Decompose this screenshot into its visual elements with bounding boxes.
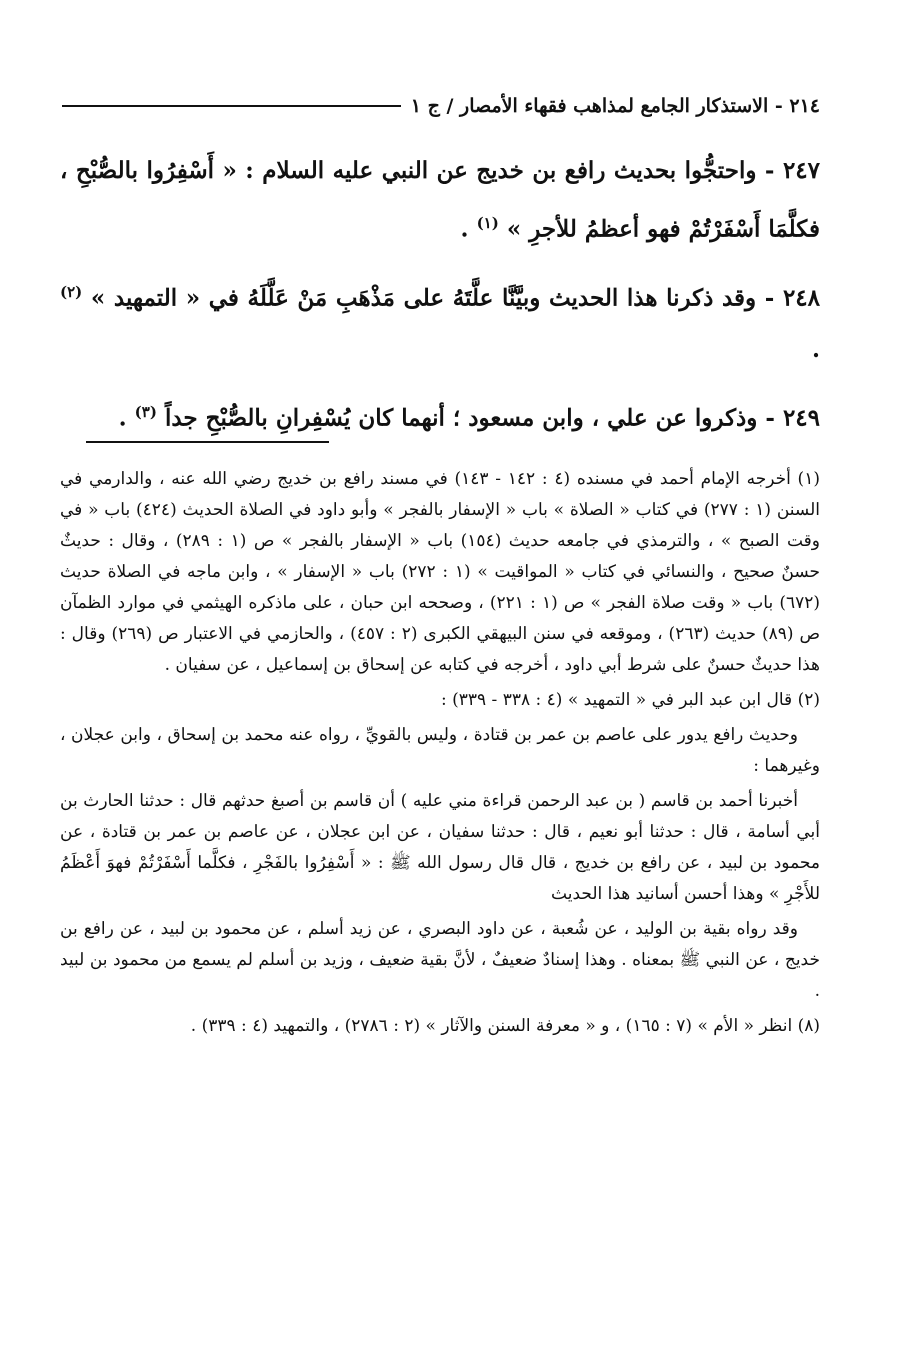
paragraph-end: . bbox=[118, 404, 135, 432]
footnote-ref: (٣) bbox=[134, 403, 157, 422]
footnote-ref: (١) bbox=[476, 214, 499, 232]
paragraph-end: . bbox=[811, 336, 820, 364]
footnote-2-body-2: أخبرنا أحمد بن قاسم ( بن عبد الرحمن قراءة مني عليه ) أن قاسم بن أصبغ حدثهم قال : حدثنا الحارث بن أبي أسامة ، قال : حدثنا أبو نعيم ، قال : حدثنا سفيان ، عن ابن عجلان ، عن عاصم بن عمر بن قتادة ، عن محمود بن لبيد ، عن رافع بن خديج ، قال قال رسول الله ﷺ : « أَسْفِرُوا بالفَجْرِ ، فكلَّما أَسْفَرْتُمْ فهوَ أَعْظَمُ للأَجْرِ » وهذا أحسن أسانيد هذا الحديث bbox=[60, 791, 820, 904]
paragraph-247 bbox=[60, 145, 820, 256]
footnote-separator bbox=[86, 441, 329, 443]
paragraph-text: ٢٤٧ - واحتجُّوا بحديث رافع بن خديج عن النبي عليه السلام : « أَسْفِرُوا بالصُّبْحِ ، فكلَّمَا أَسْفَرْتُمْ فهو أعظمُ للأجرِ » bbox=[60, 157, 820, 243]
paragraph-248 bbox=[60, 266, 820, 377]
footnotes bbox=[60, 464, 820, 1046]
footnote-2-body-1: وحديث رافع يدور على عاصم بن عمر بن قتادة ، وليس بالقويِّ ، رواه عنه محمد بن إسحاق ، وابن عجلان ، وغيرهما : bbox=[60, 725, 820, 776]
footnote-1: (١) أخرجه الإمام أحمد في مسنده (٤ : ١٤٢ - ١٤٣) في مسند رافع بن خديج رضي الله عنه ، والدارمي في السنن (١ : ٢٧٧) في كتاب « الصلاة » باب « الإسفار بالفجر » وأبو داود في الصلاة الحديث (٤٢٤) باب « في وقت الصبح » ، والترمذي في جامعه حديث (١٥٤) باب « الإسفار بالفجر » ص (١ : ٢٨٩) ، وقال : حديثٌ حسنٌ صحيح ، والنسائي في كتاب « المواقيت » (١ : ٢٧٢) باب « الإسفار » ، وابن ماجه في الصلاة حديث (٦٧٢) باب « وقت صلاة الفجر » ص (١ : ٢٢١) ، وصححه ابن حبان ، على ماذكره الهيثمي في موارد الظمآن ص (٨٩) حديث (٢٦٣) ، وموقعه في سنن البيهقي الكبرى (٢ : ٤٥٧) ، والحازمي في الاعتبار ص (٢٦٩) وقال : هذا حديثٌ حسنٌ على شرط أبي داود ، أخرجه في كتابه عن إسحاق بن إسماعيل ، عن سفيان . bbox=[60, 469, 821, 675]
footnote-3: (٨) انظر « الأم » (٧ : ١٦٥) ، و « معرفة السنن والآثار » (٢ : ٢٧٨٦) ، والتمهيد (٤ : ٣٣٩) . bbox=[190, 1016, 820, 1036]
paragraph-end: . bbox=[460, 215, 477, 243]
paragraph-249 bbox=[60, 386, 820, 445]
running-header bbox=[62, 95, 820, 117]
paragraph-text: ٢٤٨ - وقد ذكرنا هذا الحديث وبيَّنَّا علَّتَهُ على مَذْهَبِ مَنْ عَلَّلَهُ في « التمهيد » bbox=[90, 284, 820, 312]
running-title: ٢١٤ - الاستذكار الجامع لمذاهب فقهاء الأمصار / ج ١ bbox=[410, 95, 820, 117]
header-rule bbox=[62, 105, 401, 107]
footnote-2: (٢) قال ابن عبد البر في « التمهيد » (٤ : ٣٣٨ - ٣٣٩) : bbox=[440, 690, 820, 710]
paragraph-text: ٢٤٩ - وذكروا عن علي ، وابن مسعود ؛ أنهما كان يُسْفِرانِ بالصُّبْحِ جداً bbox=[164, 404, 820, 432]
footnote-ref: (٢) bbox=[60, 282, 83, 301]
footnote-2-body-3: وقد رواه بقية بن الوليد ، عن شُعبة ، عن داود البصري ، عن زيد أسلم ، عن محمود بن لبيد ، عن رافع بن خديج ، عن النبي ﷺ بمعناه . وهذا إسنادٌ ضعيفٌ ، لأنَّ بقية ضعيف ، وزيد بن أسلم لم يسمع من محمود بن لبيد . bbox=[60, 919, 820, 1001]
main-text bbox=[60, 145, 820, 455]
